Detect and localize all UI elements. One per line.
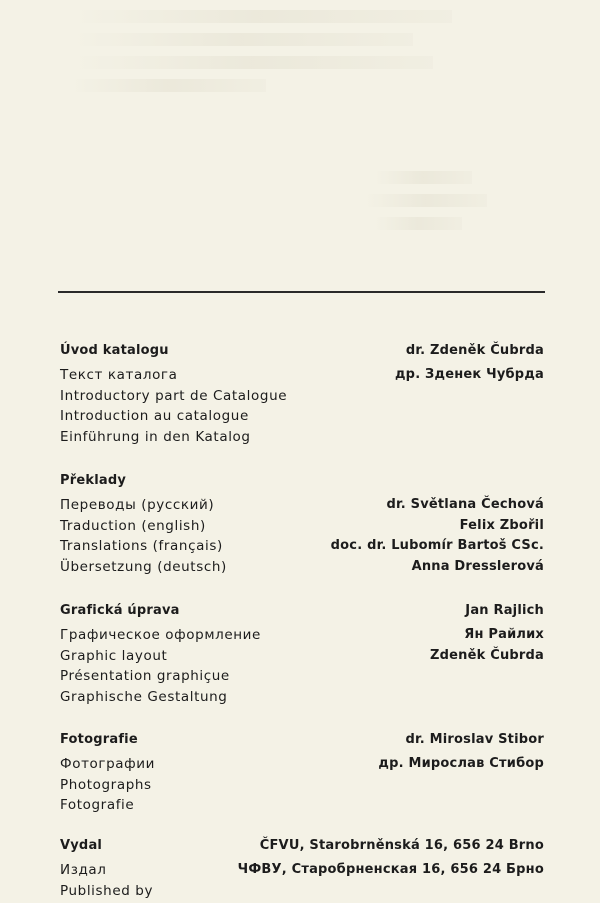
credit-name: dr. Miroslav Stibor (405, 732, 544, 747)
section-photo (0, 732, 600, 818)
credit-name: doc. dr. Lubomír Bartoš CSc. (330, 538, 544, 553)
section-line: Translations (français) (60, 538, 223, 554)
section-line: Présentation graphiçue (60, 668, 230, 684)
section-line: Графическое оформление (60, 627, 261, 643)
credit-name: Ян Райлих (464, 627, 544, 642)
section-line: Graphische Gestaltung (60, 688, 228, 705)
section-line: Photographs (60, 776, 152, 793)
section-translations (0, 473, 600, 579)
section-line: Published by (60, 882, 154, 899)
credit-name: ČFVU, Starobrněnská 16, 656 24 Brno (259, 838, 544, 853)
section-heading: Překlady (60, 473, 127, 488)
section-line: Einführung in den Katalog (60, 428, 251, 445)
section-heading: Úvod katalogu (60, 343, 169, 358)
horizontal-rule (58, 291, 545, 293)
section-heading: Grafická úprava (60, 603, 180, 618)
credit-name: др. Мирослав Стибор (378, 756, 544, 771)
section-line: Introduction au catalogue (60, 408, 249, 424)
credit-name: dr. Zdeněk Čubrda (405, 343, 544, 358)
section-line: Fotografie (60, 797, 135, 813)
section-line: Переводы (русский) (60, 497, 215, 513)
credit-name: Jan Rajlich (465, 603, 544, 618)
section-line: Фотографии (60, 756, 156, 772)
credit-name: ЧФВУ, Старобрненская 16, 656 24 Брно (237, 862, 544, 877)
section-heading: Fotografie (60, 732, 138, 747)
credit-name: Zdeněk Čubrda (430, 647, 544, 663)
section-intro (0, 343, 600, 449)
credit-name: др. Зденек Чубрда (394, 367, 544, 382)
section-line: Traduction (english) (60, 517, 206, 534)
section-line: Introductory part de Catalogue (60, 387, 288, 404)
show-through-text (70, 0, 560, 290)
section-line: Übersetzung (deutsch) (60, 558, 227, 575)
section-line: Текст каталога (60, 367, 178, 383)
credit-name: Felix Zbořil (459, 517, 544, 533)
section-publisher (0, 838, 600, 903)
section-line: Издал (60, 862, 107, 878)
section-heading: Vydal (60, 838, 103, 853)
credit-name: dr. Světlana Čechová (386, 497, 544, 512)
section-line: Graphic layout (60, 647, 168, 664)
section-design (0, 603, 600, 709)
credit-name: Anna Dresslerová (411, 558, 544, 574)
